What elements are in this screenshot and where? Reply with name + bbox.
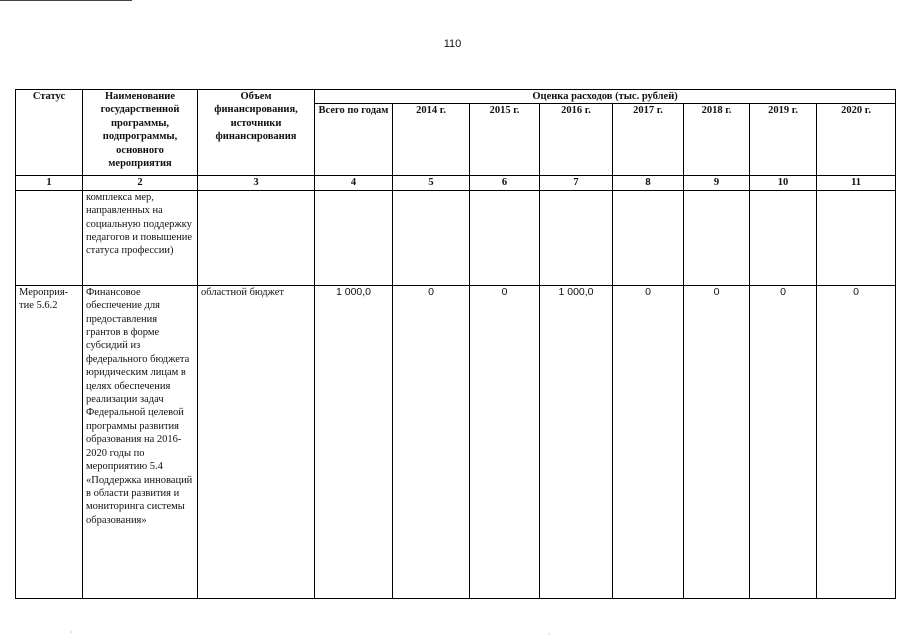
header-year-2019: 2019 г. bbox=[750, 104, 817, 176]
row-year-value bbox=[684, 190, 750, 285]
header-year-2016: 2016 г. bbox=[540, 104, 613, 176]
header-name: Наименование государственной программы, подпрограммы, основного мероприятия bbox=[83, 90, 198, 176]
header-volume: Объем финансирования, источники финансирования bbox=[198, 90, 315, 176]
row-year-value bbox=[393, 190, 470, 285]
row-status: Мероприя-тие 5.6.2 bbox=[16, 285, 83, 598]
row-status bbox=[16, 190, 83, 285]
header-total: Всего по годам bbox=[315, 104, 393, 176]
column-number: 8 bbox=[613, 176, 684, 190]
row-total: 1 000,0 bbox=[315, 285, 393, 598]
table-row bbox=[16, 285, 896, 598]
column-number: 7 bbox=[540, 176, 613, 190]
row-year-value: 0 bbox=[613, 285, 684, 598]
scan-mark: · bbox=[70, 628, 73, 637]
header-year-2017: 2017 г. bbox=[613, 104, 684, 176]
column-number: 10 bbox=[750, 176, 817, 190]
top-rule bbox=[0, 0, 132, 1]
column-number: 5 bbox=[393, 176, 470, 190]
column-number: 3 bbox=[198, 176, 315, 190]
column-number: 9 bbox=[684, 176, 750, 190]
header-year-2015: 2015 г. bbox=[470, 104, 540, 176]
row-year-value: 0 bbox=[393, 285, 470, 598]
column-number: 11 bbox=[817, 176, 896, 190]
row-source bbox=[198, 190, 315, 285]
scan-mark: · bbox=[548, 630, 551, 639]
row-year-value bbox=[817, 190, 896, 285]
header-year-2018: 2018 г. bbox=[684, 104, 750, 176]
page-number: 110 bbox=[443, 38, 462, 50]
row-year-value bbox=[750, 190, 817, 285]
row-total bbox=[315, 190, 393, 285]
column-number: 6 bbox=[470, 176, 540, 190]
row-year-value bbox=[470, 190, 540, 285]
row-year-value bbox=[540, 190, 613, 285]
header-status: Статус bbox=[16, 90, 83, 176]
row-year-value: 0 bbox=[817, 285, 896, 598]
row-source: областной бюджет bbox=[198, 285, 315, 598]
column-number-row bbox=[16, 176, 896, 190]
header-expenses-group: Оценка расходов (тыс. рублей) bbox=[315, 90, 896, 104]
row-year-value: 0 bbox=[750, 285, 817, 598]
header-year-2020: 2020 г. bbox=[817, 104, 896, 176]
row-year-value: 0 bbox=[470, 285, 540, 598]
column-number: 4 bbox=[315, 176, 393, 190]
row-name: Финансовое обеспечение для предоставления грантов в форме субсидий из федерального бюджета юридическим лицам в целях обеспечения реализации задач Федеральной целевой программы развития образования на 2016-2020 годы по мероприятию 5.4 «Поддержка инноваций в области развития и мониторинга системы образования» bbox=[83, 285, 198, 598]
row-year-value bbox=[613, 190, 684, 285]
column-number: 1 bbox=[16, 176, 83, 190]
budget-table bbox=[15, 89, 896, 599]
table-row bbox=[16, 190, 896, 285]
column-number: 2 bbox=[83, 176, 198, 190]
row-name: комплекса мер, направленных на социальную поддержку педагогов и повышение статуса профессии) bbox=[83, 190, 198, 285]
header-year-2014: 2014 г. bbox=[393, 104, 470, 176]
row-year-value: 1 000,0 bbox=[540, 285, 613, 598]
row-year-value: 0 bbox=[684, 285, 750, 598]
